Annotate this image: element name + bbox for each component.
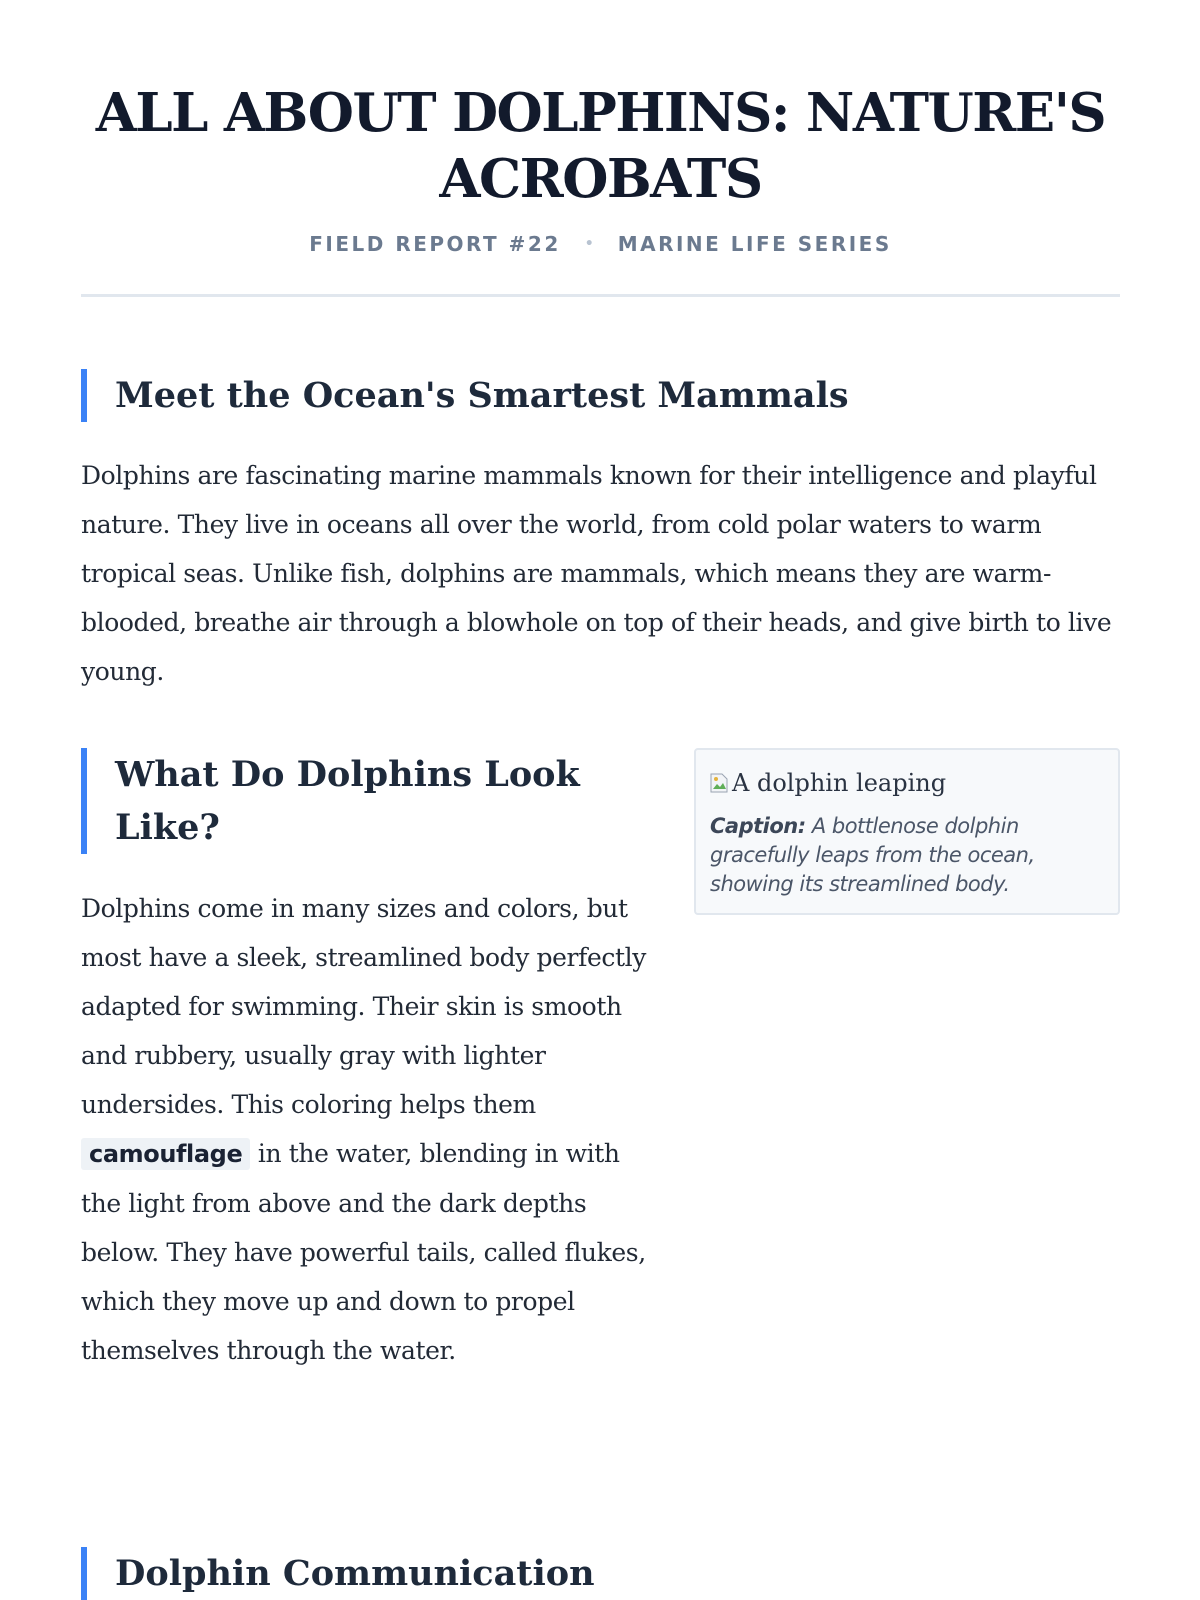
image-alt-text: A dolphin leaping: [732, 769, 947, 797]
caption-text: A bottlenose dolphin gracefully leaps from the ocean, showing its streamlined body.: [710, 814, 1035, 896]
caption-label: Caption:: [710, 814, 806, 838]
section-body: [81, 884, 651, 1375]
body-text-after: in the water, blending in with the light from above and the dark depths below. They have powerful tails, called flukes, which they move up and down to propel themselves through the water.: [81, 1139, 646, 1365]
broken-image: [710, 764, 1104, 802]
separator-dot: •: [584, 236, 594, 252]
article-header: [81, 0, 1120, 297]
report-number: FIELD REPORT #22: [309, 232, 561, 256]
section-heading: What Do Dolphins Look Like?: [81, 748, 651, 854]
keyword-highlight: camouflage: [81, 1138, 250, 1170]
body-text-before: Dolphins come in many sizes and colors, but most have a sleek, streamlined body perfectly adapted for swimming. Their skin is smooth and rubbery, usually gray with lighter undersides. This coloring helps them: [81, 894, 646, 1119]
broken-image-icon: [710, 773, 728, 793]
series-name: MARINE LIFE SERIES: [617, 232, 892, 256]
appearance-text-column: [81, 748, 651, 1375]
figure-caption: [710, 812, 1104, 899]
section-heading: Dolphin Communication: [81, 1547, 1120, 1600]
section-communication: [81, 1547, 1120, 1600]
header-divider: [81, 294, 1120, 297]
page-title: ALL ABOUT DOLPHINS: NATURE'S ACROBATS: [95, 82, 1106, 210]
section-intro: [81, 369, 1120, 696]
article-meta: [81, 232, 1120, 256]
section-body: Dolphins are fascinating marine mammals known for their intelligence and playful nature. They live in oceans all over the world, from cold polar waters to warm tropical seas. Unlike fish, dolphins are mammals, which means they are warm-blooded, breathe air through a blowhole on top of their heads, and give birth to live young.: [81, 461, 1112, 686]
section-heading: Meet the Ocean's Smartest Mammals: [81, 369, 1120, 422]
article-page: [81, 0, 1120, 1594]
dolphin-figure: [694, 748, 1120, 915]
section-appearance: [81, 748, 1120, 1375]
